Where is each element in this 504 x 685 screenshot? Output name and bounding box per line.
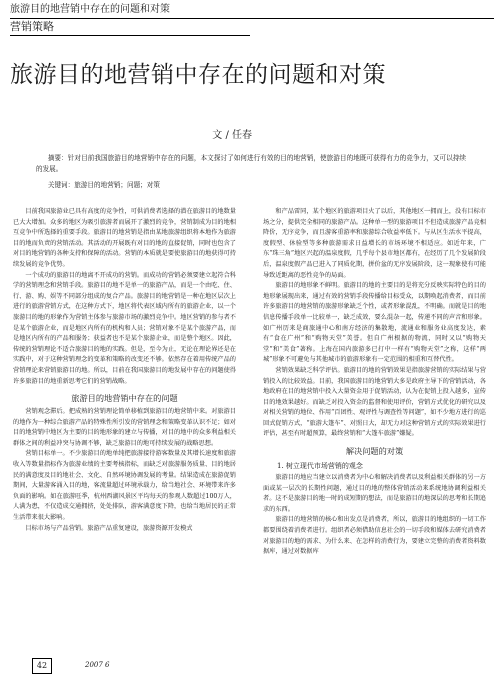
paragraph: 旅游目的地应当建立以消费者为中心和解决消费者以及利益相关群体的另一方面或某一层次的长期性问题，通过目的地的整体营销活动来系统地协调利益相关者。这不是旅游目的地一时的成短期的想法，而是旅游目的地深层的思考和长期追求的东西。	[263, 474, 486, 513]
keywords: 关键词：旅游目的地营销；问题；对策	[47, 181, 160, 189]
right-column	[263, 207, 486, 558]
page-number: 42	[32, 658, 52, 674]
paragraph: 营销观念滞后。把成熟的营销理论简单移植到旅游目的地营销中来。对旅游目的地作为一种综合旅游产品的特殊性所引发的营销理念和策略变革认识不足；如对目的地营销中地区为主要的目的地形象的建立与传播，对目的地中的众多利益相关群体之间的利益冲突与协调不够，缺乏旅游目的地可持续发展的战略思想。	[13, 408, 236, 447]
paragraph: 旅游目的地营销的核心和出发点是消费者，所以，旅游目的地组织的一切工作都要围绕着消费者进行。组织者必须借助信息社会的一切手段和媒体去研究消费者对旅游目的地的需求、为什么来、在怎样的消费行为，要建立完整的消费者资料数据库，通过对数据库	[263, 516, 486, 556]
paragraph: 和产品雷同，某个地区的旅游项目火了以后，其他地区一拥而上，没有目标市场之分，提供完全相同的旅游产品。这种单一型的旅游项目不但造成旅游产品竞相降价，无序竞争，而且游客重游率和旅游综合收益率低下。与从区生活水平提高，度假型、休验型等多种旅游需求日益增长的市场环境不相适应。如近年来，广东“珠三角”地区兴起的温泉度假，几乎每个县市地区都有，在经历了几个发展阶段后，温泉度假产品已进入了同质化期，拼价盆的无序发展阶段，这一现象使有可能导致近距离的恶性竞争的局面。	[263, 208, 486, 279]
section-label: 营销策略	[10, 20, 54, 33]
paragraph: 目前我国旅游业已具有高度的竞争性，可供消费者选择的潜在旅游目的地数量已大大增加。众多的地区为吸引旅游者而展开了激烈的竞争，营销制成为目的地相互竞争中所选择的重要手段。旅游目的地营销是指由某地旅游组织将本地作为旅游目的地而负责的营销活动。其活动的开展既有对目的地的直接促销，同时也包含了对目的地营销的各种支持和保障的活动。营销的本质就是要使旅游目的地获得可持续发展的竞争优势。	[13, 208, 236, 268]
left-column	[13, 207, 236, 534]
header-rule	[10, 18, 494, 19]
author-line: 文 / 任春	[212, 130, 252, 141]
paragraph: 一个成功的旅游目的地离不开成功的营销。而成功的营销必须要建立起符合科学的营销理念和营销手段。旅游目的地不是单一的旅游产品，而是一个由吃、住、行、游、购、娱等不同部分组成的复合产品。旅游目的地营销是一种在地区层次上进行的旅游营销方式，在这种方式下，地区将代表区域内所有的旅游企业，以一个旅游目的地的形象作为营销主体参与旅游市场的激烈竞争中。地区营销的参与者不是某个旅游企业，而是地区内所有的机构和人员；营销对象不是某个旅游产品，而是地区内所有的产品和服务；获益者也不是某个旅游企业，而是整个地区。因此，传统的营销理论不适合旅游目的地的实践。但是，至今为止，无论在理论界还是在实践中，对于这种营销理念的变革和策略的改变还不够。依然存在着用传统产品的营销理论来营销旅游目的地。所以，目前在我国旅游目的地发展中存在的问题使得许多旅游目的地重新思考它们的营销战略。	[13, 271, 236, 385]
paragraph: 目标市场与产品营销。旅游产品重复建设，旅游资源开发模式	[25, 524, 193, 532]
abstract-text: 摘要：针对目前我国旅游目的地营销中存在的问题，本文探讨了如何进行有效的目的地营销，使旅游目的地既可获得有力的竞争力，又可以持续的发展。	[36, 154, 466, 174]
paragraph: 营销效果缺乏科学评估。旅游目的地的营销效果是指旅游营销的实际结果与营销投入的比较效益。目前，我国旅游目的地营销大多是政府主导下的营销活动，各地政府在目的地营销中投入大量资金用于促销活动，认为在促销上投入越多，宣传目的地效果越好。而缺乏对投入资金的监督和使用评价，营销方式优化的研究以及对相关营销的地位、作用“百团性、观评性与调查性等问题”，如不少地方进行的巡回式促销方式，“旅游大篷车”、对照日大，却无力对这种营销方式的实际效果进行评估，甚至有时超预算，最终营销和“大篷车旅游”嫌疑。	[263, 366, 486, 438]
section-heading: 旅游目的地营销中存在的问题	[71, 393, 178, 404]
abstract	[36, 153, 466, 176]
paragraph: 营销目标单一。不少旅游目的地单纯把旅游接待游客数量及其增长速度和旅游收入等数量指标作为旅游业绩的主要考核指标，而缺乏对旅游服务质量、目的地居民的满意度及目的地社会、文化、自然环境协调发展的考量。结果造成在旅游促销期间，大量游客涌入目的地，客流量超过环境承载力，给当地社会、环境带来许多负面的影响。如在旅游旺季，杭州西湖风景区平均每天的参观人数超过100万人，人满为患，不仅造成交通拥挤，处处排队，游客满意度下降，也给当地居民的正常生活带来很大影响。	[13, 450, 236, 522]
section-heading: 解决问题的对策	[345, 446, 404, 457]
running-title: 旅游目的地营销中存在的问题和对策	[10, 4, 170, 15]
sub-heading: 1. 树立现代市场营销的观念	[277, 462, 363, 471]
article-title: 旅游目的地营销中存在的问题和对策	[10, 62, 386, 88]
paragraph: 旅游目的地形象不鲜明。旅游目的地的主要目的是将充分反映实际特色的目的地形象展现出来，通过有效的营销手段传播给目标受众，以期唤起消费者，而目前许多旅游目的地营销的旅游形象缺乏个性，或者形象混乱，不明确。而就是目的地信息传播手段单一比较单一，缺乏成效，要么混杂一起，传递不同的声音和形象。如广州历来是商旅通中心和南方经济的集散地，流通业和服务业高度发达，素有“食在广州”和“购物天堂”美誉。但自广州根据的物流，同时又以“购物天堂”和“美食”著称。上海在国内旅游多已打中一样有“购物天堂”之称，这样“两城”形象不可避免与其他城市的旅游形象有一定范围的相重和互替代性。	[263, 282, 486, 364]
section-rule	[10, 35, 250, 36]
issue-label: 2007 6	[85, 661, 110, 669]
